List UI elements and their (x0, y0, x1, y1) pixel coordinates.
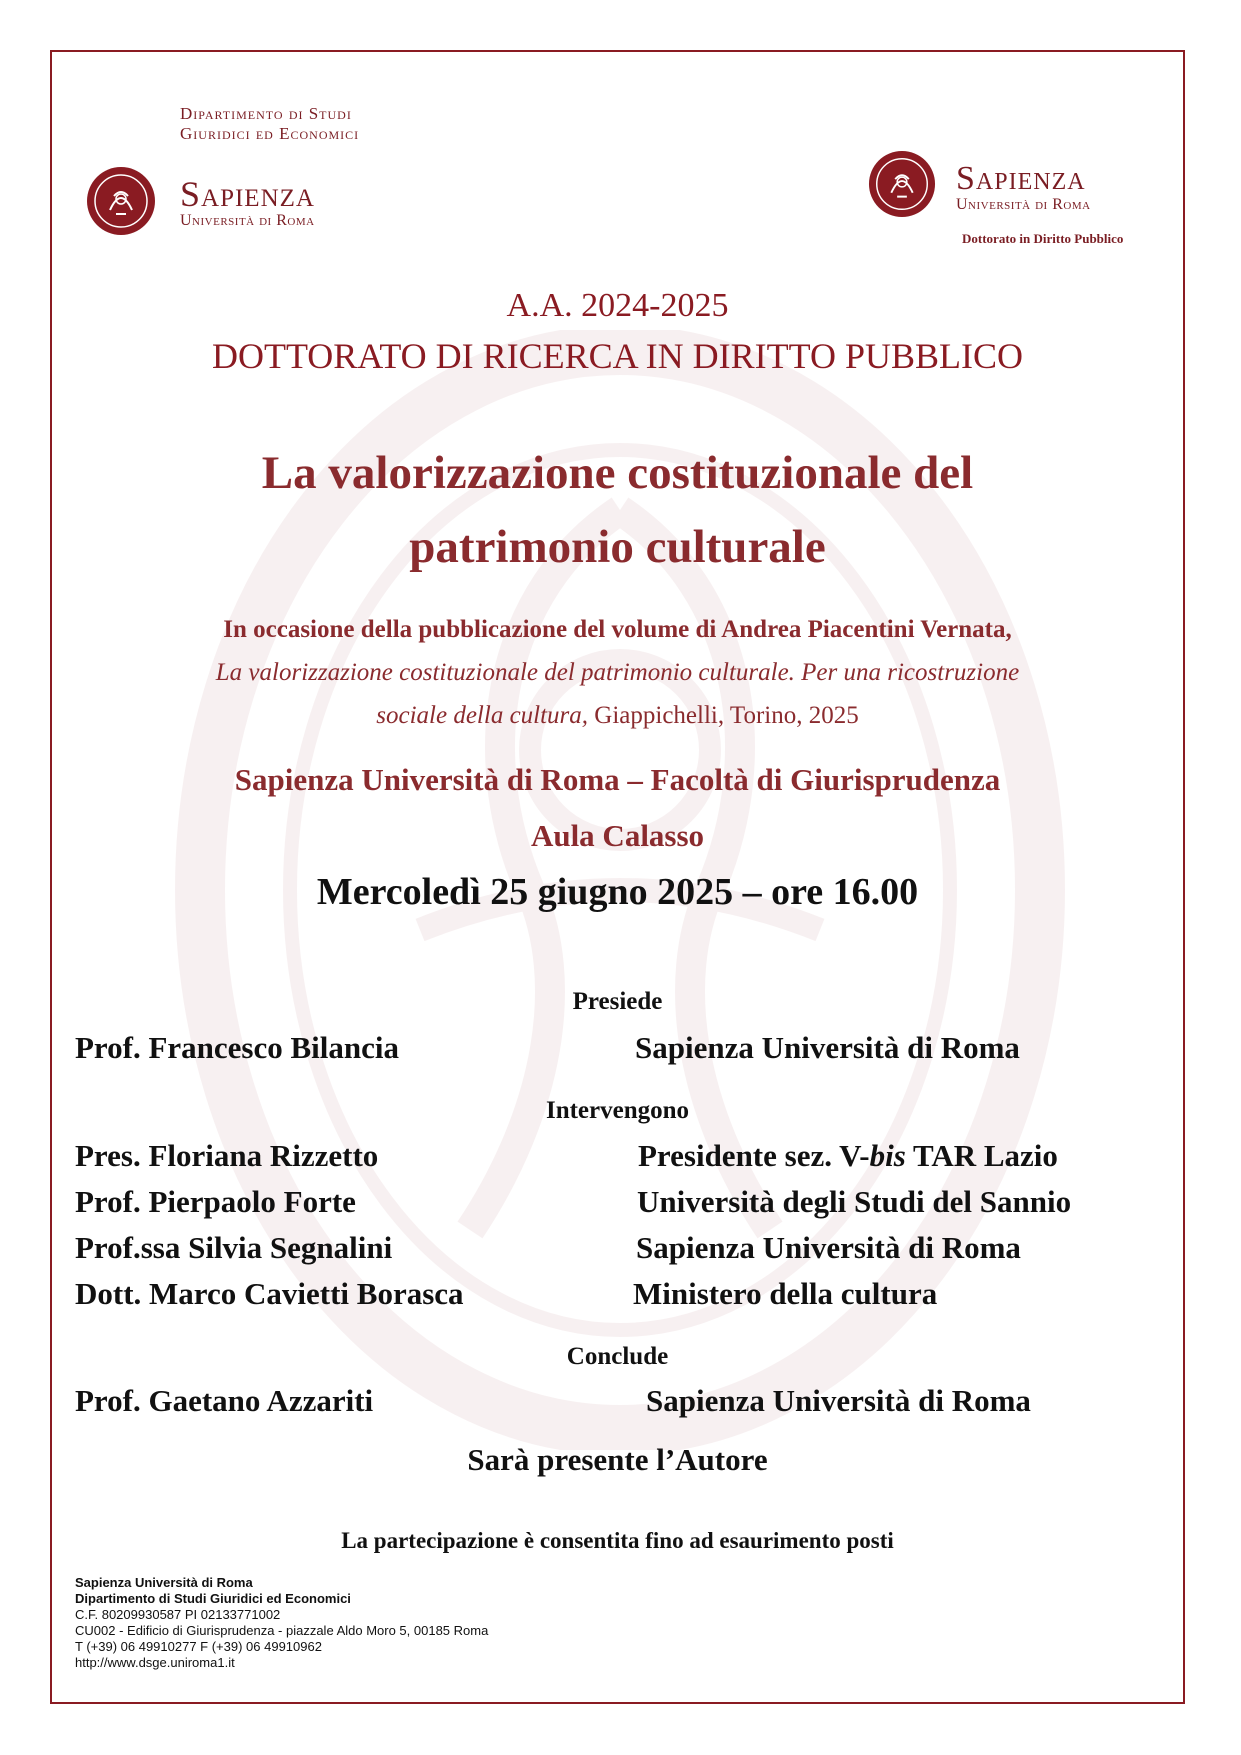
speaker-name: Pres. Floriana Rizzetto (75, 1138, 379, 1173)
speaker-affiliation: Sapienza Università di Roma (646, 1383, 1031, 1418)
footer-line4: CU002 - Edificio di Giurisprudenza - piazzale Aldo Moro 5, 00185 Roma (75, 1623, 489, 1638)
venue (50, 752, 1185, 864)
sapienza-seal-icon (868, 150, 936, 218)
footer-line6: http://www.dsge.uniroma1.it (75, 1655, 235, 1670)
event-title-line2: patrimonio culturale (409, 521, 826, 573)
event-title-line1: La valorizzazione costituzionale del (261, 447, 974, 499)
footer-line5: T (+39) 06 49910277 F (+39) 06 49910962 (75, 1639, 322, 1654)
presiede-label: Presiede (572, 988, 663, 1015)
right-logo-sub: Università di Roma (956, 196, 1091, 213)
occasion-text (50, 608, 1185, 737)
speaker-name: Prof. Pierpaolo Forte (75, 1184, 356, 1219)
speaker-affiliation: Ministero della cultura (633, 1276, 938, 1311)
left-logo-name: Sapienza (180, 174, 315, 214)
speaker-name: Dott. Marco Cavietti Borasca (75, 1276, 464, 1311)
right-logo-caption: Dottorato in Diritto Pubblico (962, 231, 1124, 246)
intervengono-label: Intervengono (545, 1097, 690, 1124)
event-date: Mercoledì 25 giugno 2025 – ore 16.00 (316, 871, 919, 913)
affiliation-italic: bis (869, 1138, 906, 1173)
speaker-affiliation: Sapienza Università di Roma (636, 1230, 1021, 1265)
venue-line2: Aula Calasso (530, 818, 705, 853)
footer-line2: Dipartimento di Studi Giuridici ed Economici (75, 1591, 351, 1606)
speaker-name: Prof.ssa Silvia Segnalini (75, 1230, 393, 1265)
program-name: DOTTORATO DI RICERCA IN DIRITTO PUBBLICO (211, 336, 1024, 376)
affiliation-part: Presidente sez. V- (638, 1138, 870, 1173)
venue-line1: Sapienza Università di Roma – Facoltà di Giurisprudenza (234, 762, 1001, 797)
right-logo-name: Sapienza (956, 160, 1086, 197)
left-logo-text (180, 176, 315, 230)
occasion-line3-rest: Giappichelli, Torino, 2025 (588, 702, 859, 729)
speaker-name: Prof. Francesco Bilancia (75, 1030, 400, 1065)
department-line2: Giuridici ed Economici (180, 124, 360, 143)
right-logo-text (956, 162, 1091, 214)
speaker-affiliation: Università degli Studi del Sannio (637, 1184, 1072, 1219)
occasion-line3-italic: sociale della cultura, (376, 702, 589, 729)
academic-year: A.A. 2024-2025 (506, 287, 729, 324)
department-line1: Dipartimento di Studi (180, 104, 352, 123)
author-note: Sarà presente l’Autore (467, 1442, 768, 1477)
sapienza-seal-icon (86, 166, 156, 236)
participation-note: La partecipazione è consentita fino ad esaurimento posti (341, 1528, 894, 1553)
occasion-line3 (50, 694, 1185, 737)
left-logo-sub: Università di Roma (180, 212, 315, 229)
conclude-label: Conclude (566, 1343, 669, 1370)
event-title (50, 436, 1185, 584)
occasion-line2: La valorizzazione costituzionale del patrimonio culturale. Per una ricostruzione (215, 659, 1020, 686)
footer-address (75, 1575, 488, 1671)
speaker-affiliation: Sapienza Università di Roma (635, 1030, 1020, 1065)
affiliation-part: TAR Lazio (905, 1138, 1058, 1173)
footer-line1: Sapienza Università di Roma (75, 1575, 253, 1590)
speaker-affiliation (638, 1138, 1058, 1174)
department-name (180, 104, 359, 144)
occasion-line1: In occasione della pubblicazione del volume di Andrea Piacentini Vernata, (223, 616, 1012, 643)
footer-line3: C.F. 80209930587 PI 02133771002 (75, 1607, 281, 1622)
speaker-name: Prof. Gaetano Azzariti (75, 1383, 374, 1418)
